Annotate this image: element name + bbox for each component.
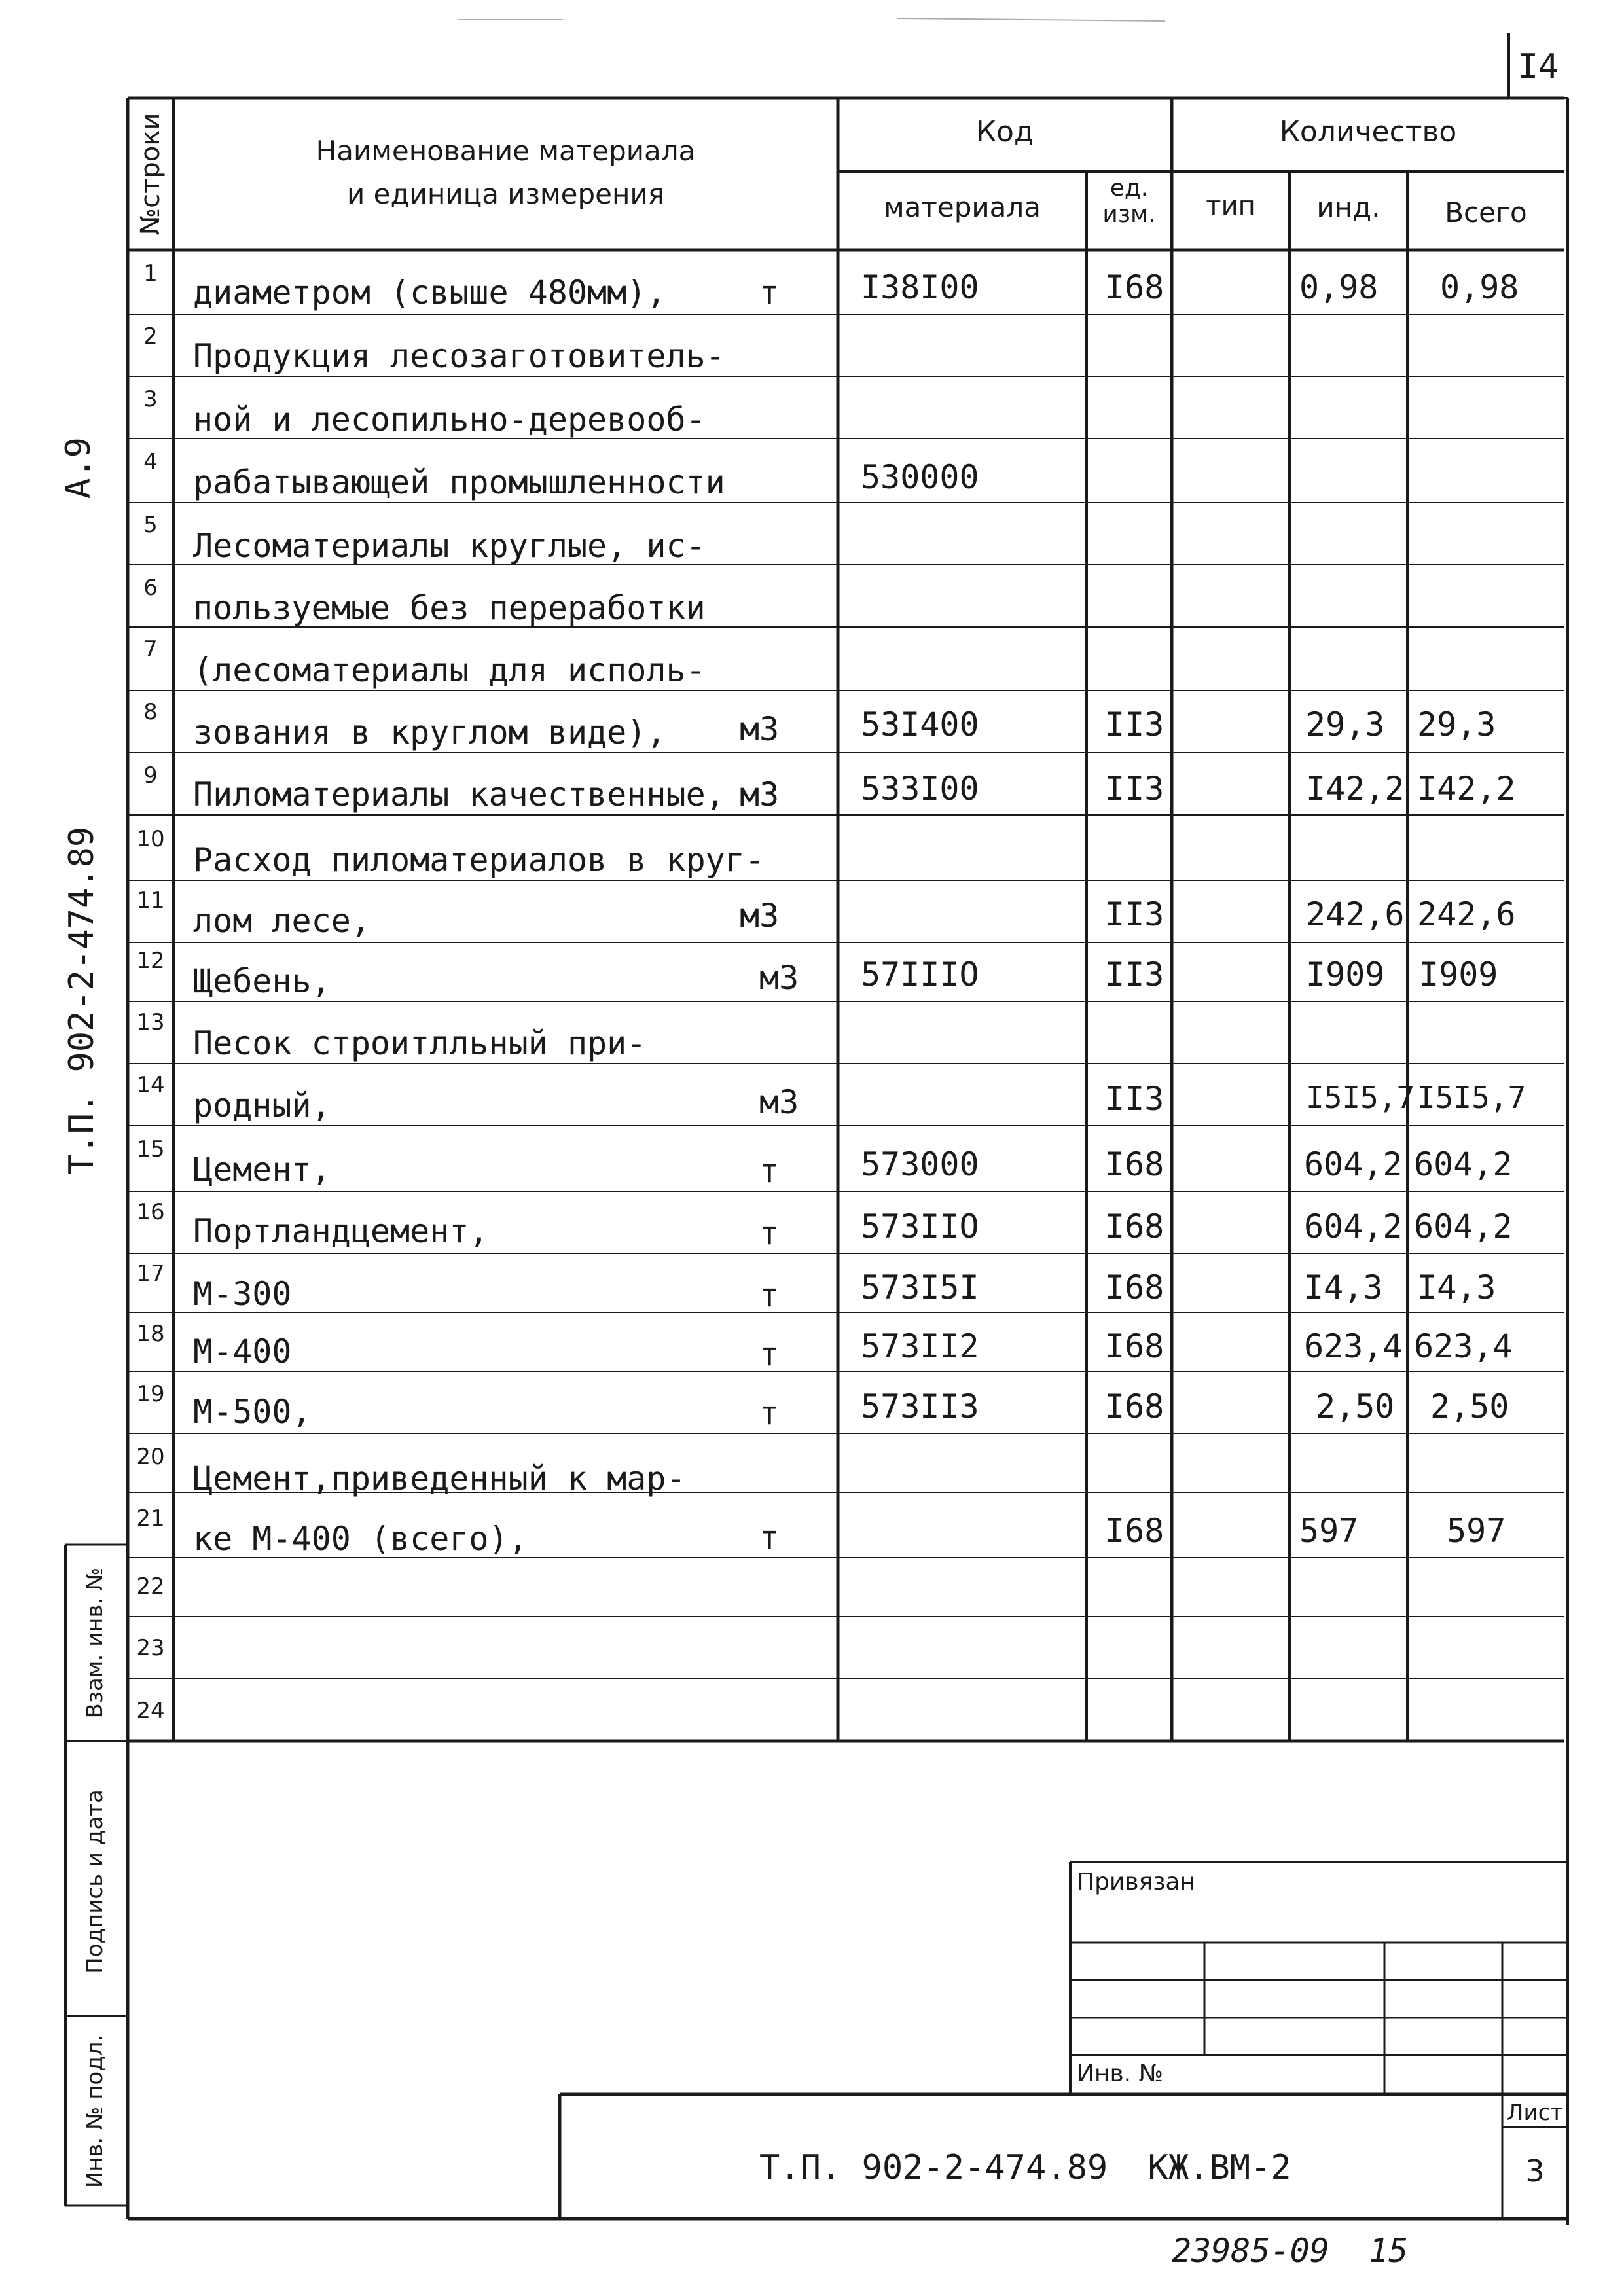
qty-ind: 604,2: [1304, 1208, 1403, 1246]
header-qty-ind: инд.: [1316, 191, 1380, 223]
material-name: Щебень,: [193, 962, 331, 1000]
qty-total: 2,50: [1430, 1388, 1509, 1426]
qty-ind: I4,3: [1304, 1268, 1383, 1306]
row-number: 22: [136, 1573, 165, 1600]
header-code-material: материала: [883, 191, 1041, 223]
row-number: 12: [136, 948, 165, 974]
material-name: лом лесе,: [193, 902, 370, 940]
header-qty-total: Всего: [1445, 196, 1527, 228]
qty-total: I4,3: [1417, 1268, 1496, 1306]
header-row-number: №строки: [135, 113, 166, 236]
material-name: Продукция лесозаготовитель-: [193, 337, 725, 375]
handwritten-footer: 23985-09 15: [1172, 2232, 1409, 2270]
material-name: Портландцемент,: [193, 1212, 489, 1250]
material-name: ной и лесопильно-деревооб-: [193, 401, 706, 439]
material-name: М-300: [193, 1275, 292, 1313]
row-number: 13: [136, 1009, 165, 1035]
material-code: 573IIO: [861, 1208, 979, 1246]
unit: т: [759, 1276, 780, 1314]
header-code-unit: ед. изм.: [1102, 175, 1156, 228]
row-number: 11: [136, 888, 165, 914]
material-name: ке М-400 (всего),: [193, 1520, 528, 1558]
row-number: 6: [143, 575, 158, 601]
qty-ind: 29,3: [1306, 706, 1385, 744]
material-name: Цемент,приведенный к мар-: [193, 1460, 686, 1498]
qty-total: 623,4: [1414, 1327, 1513, 1365]
qty-total: 242,6: [1417, 895, 1516, 933]
stamp-signature-date: Подпись и дата: [82, 1789, 108, 1974]
list-value: 3: [1525, 2153, 1545, 2189]
material-name: диаметром (свыше 480мм),: [193, 274, 666, 312]
material-name: (лесоматериалы для исполь-: [193, 651, 706, 689]
document-code: [759, 2148, 1291, 2187]
header-qty-group: Количество: [1279, 115, 1457, 149]
document-suffix: КЖ.ВМ-2: [1147, 2148, 1291, 2187]
row-number: 5: [143, 512, 158, 538]
material-name: Песок строитлльный при-: [193, 1024, 647, 1062]
material-code: 573000: [861, 1145, 979, 1183]
qty-ind: 623,4: [1304, 1327, 1403, 1365]
material-code: 573I5I: [861, 1268, 979, 1306]
row-number: 15: [136, 1136, 165, 1162]
qty-ind: I42,2: [1306, 770, 1405, 808]
material-code: I38I00: [861, 268, 979, 306]
inv-no-label: Инв. №: [1077, 2060, 1164, 2087]
material-name: пользуемые без переработки: [193, 589, 706, 627]
row-number: 19: [136, 1381, 165, 1407]
qty-total: 0,98: [1440, 268, 1519, 306]
row-number: 3: [143, 386, 158, 412]
material-name: Цемент,: [193, 1151, 331, 1189]
row-number: 4: [143, 449, 158, 475]
row-number: 18: [136, 1321, 165, 1347]
material-code: 53I400: [861, 706, 979, 744]
material-name: М-500,: [193, 1393, 312, 1431]
row-number: 16: [136, 1199, 165, 1225]
unit-code: I68: [1105, 268, 1164, 306]
qty-total: I42,2: [1417, 770, 1516, 808]
material-code: 573II3: [861, 1388, 979, 1426]
unit-code: I68: [1105, 1512, 1164, 1550]
row-number: 21: [136, 1505, 165, 1532]
privyazan-label: Привязан: [1077, 1869, 1195, 1895]
header-qty-type: тип: [1206, 191, 1255, 221]
unit: т: [759, 1214, 780, 1252]
unit-code: II3: [1105, 770, 1164, 808]
unit-code: II3: [1105, 706, 1164, 744]
material-name: М-400: [193, 1333, 292, 1371]
unit-code: I68: [1105, 1388, 1164, 1426]
side-label-doc: Т.П. 902-2-474.89: [62, 826, 101, 1175]
unit: т: [759, 1394, 780, 1432]
row-number: 17: [136, 1261, 165, 1287]
unit-code: I68: [1105, 1145, 1164, 1183]
row-number: 7: [143, 636, 158, 662]
material-name: рабатывающей промышленности: [193, 463, 725, 501]
qty-ind: I909: [1306, 956, 1385, 994]
qty-total: 604,2: [1414, 1208, 1513, 1246]
row-number: 10: [136, 826, 165, 852]
unit: т: [759, 1335, 780, 1373]
qty-total: 604,2: [1414, 1145, 1513, 1183]
material-code: 530000: [861, 458, 979, 496]
unit: м3: [740, 710, 780, 748]
material-code: 573II2: [861, 1327, 979, 1365]
material-name: Расход пиломатериалов в круг-: [193, 841, 765, 879]
unit-code: II3: [1105, 1080, 1164, 1118]
stamp-inv-podl: Инв. № подл.: [82, 2034, 108, 2189]
row-number: 20: [136, 1444, 165, 1470]
unit: т: [759, 274, 780, 312]
unit: м3: [759, 1083, 799, 1121]
qty-ind: 604,2: [1304, 1145, 1403, 1183]
row-number: 24: [136, 1698, 165, 1724]
unit: м3: [740, 776, 780, 814]
material-code: 533I00: [861, 770, 979, 808]
row-number: 1: [143, 260, 158, 287]
qty-ind: 2,50: [1316, 1388, 1395, 1426]
row-number: 9: [143, 762, 158, 789]
row-number: 8: [143, 699, 158, 725]
qty-total: 597: [1447, 1512, 1506, 1550]
material-code: 57IIIO: [861, 956, 979, 994]
stamp-vzam-inv: Взам. инв. №: [82, 1567, 108, 1719]
qty-ind: 597: [1299, 1512, 1359, 1550]
unit: м3: [759, 959, 799, 997]
header-code-group: Код: [975, 115, 1034, 149]
unit-code: II3: [1105, 956, 1164, 994]
unit-code: II3: [1105, 895, 1164, 933]
header-material-name: Наименование материала и единица измерения: [316, 135, 696, 210]
material-name: зования в круглом виде),: [193, 713, 666, 751]
unit: т: [759, 1518, 780, 1556]
document-number: Т.П. 902-2-474.89: [759, 2148, 1108, 2187]
material-name: Лесоматериалы круглые, ис-: [193, 527, 706, 565]
material-name: Пиломатериалы качественные,: [193, 776, 725, 814]
unit-code: I68: [1105, 1327, 1164, 1365]
unit: м3: [740, 897, 780, 935]
material-name: родный,: [193, 1086, 331, 1124]
qty-ind: I5I5,7: [1306, 1080, 1415, 1115]
row-number: 14: [136, 1072, 165, 1098]
unit-code: I68: [1105, 1268, 1164, 1306]
list-label: Лист: [1506, 2100, 1564, 2126]
qty-total: 29,3: [1417, 706, 1496, 744]
qty-ind: 242,6: [1306, 895, 1405, 933]
row-number: 23: [136, 1635, 165, 1661]
sheet-corner-number: I4: [1517, 47, 1559, 86]
qty-total: I909: [1419, 956, 1498, 994]
side-label-top: А.9: [59, 437, 98, 499]
qty-ind: 0,98: [1299, 268, 1379, 306]
unit-code: I68: [1105, 1208, 1164, 1246]
unit: т: [759, 1152, 780, 1190]
qty-total: I5I5,7: [1417, 1080, 1526, 1115]
row-number: 2: [143, 323, 158, 350]
